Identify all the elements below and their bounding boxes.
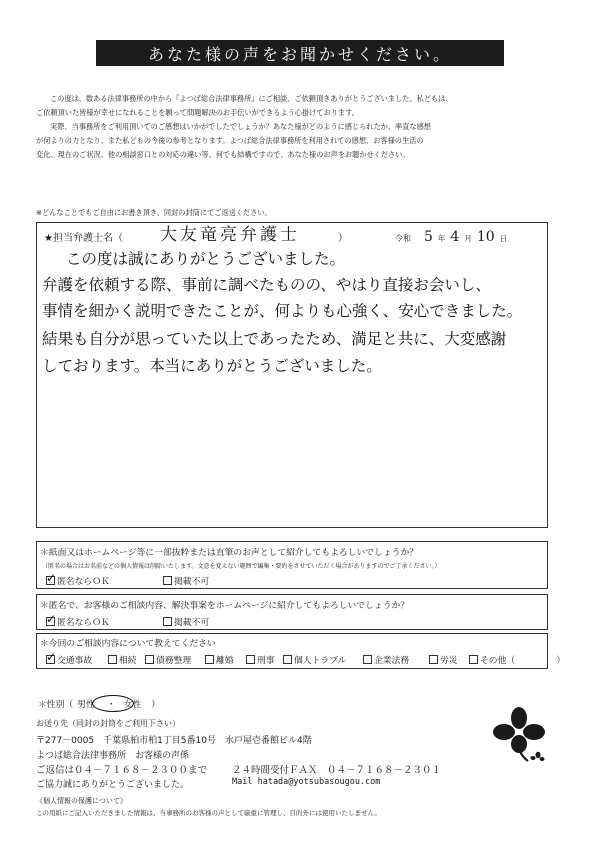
q3-option-criminal[interactable] bbox=[246, 653, 275, 666]
option-label: 離婚 bbox=[216, 656, 234, 666]
checkbox[interactable] bbox=[108, 655, 117, 664]
option-label: 債務整理 bbox=[156, 656, 192, 666]
question-2-title: ＊匿名で、お客様のご相談内容、解決事案をホームページに紹介してもよろしいでしょうか？ bbox=[40, 601, 410, 611]
checkbox[interactable] bbox=[283, 655, 292, 664]
option-label: 掲載不可 bbox=[174, 618, 210, 628]
contact-email[interactable]: Mail hatada@yotsubasougou.com bbox=[232, 777, 381, 787]
intro-line: この度は、数ある法律事務所の中から『よつば総合法律事務所』にご相談、ご依頼頂きありがとうございました。私どもは、 bbox=[50, 94, 453, 103]
gender-label: ＊性別（ bbox=[38, 700, 74, 710]
intro-text bbox=[36, 92, 568, 162]
option-label: その他（ bbox=[480, 656, 516, 666]
gender-selection-circle bbox=[92, 695, 134, 712]
q3-option-work-accident[interactable] bbox=[429, 653, 458, 666]
option-label: 刑事 bbox=[257, 656, 275, 666]
checkbox[interactable] bbox=[163, 576, 172, 585]
feedback-line: 事情を細かく説明できたことが、何よりも心強く、安心できました。 bbox=[42, 302, 523, 320]
contact-fax: ２４時間受付ＦＡＸ ０４－７１６８－２３０１ bbox=[232, 765, 442, 776]
intro-line: が何よりの力となり、また私どもの今後の参考となります。よつば総合法律事務所を利用されての感想、お客様の生活の bbox=[36, 136, 424, 145]
option-label: 匿名ならＯＫ bbox=[57, 618, 110, 628]
checkbox[interactable] bbox=[469, 655, 478, 664]
option-label: 個人トラブル bbox=[294, 656, 347, 666]
date-era: 令和 bbox=[395, 234, 411, 243]
gender-female[interactable]: 女性 bbox=[123, 700, 142, 710]
q3-option-inheritance[interactable] bbox=[108, 653, 137, 666]
option-bracket-close: ） bbox=[556, 656, 566, 666]
date-day: 10 bbox=[476, 229, 495, 245]
date-field[interactable] bbox=[395, 229, 507, 245]
checkbox[interactable] bbox=[205, 655, 214, 664]
option-label: 相続 bbox=[119, 656, 137, 666]
date-month: 4 bbox=[450, 229, 460, 245]
checkbox[interactable] bbox=[46, 571, 57, 585]
date-year-unit: 年 bbox=[437, 234, 446, 243]
option-label: 交通事故 bbox=[57, 656, 93, 666]
intro-line: 実際、当事務所をご利用頂いてのご感想はいかがでしたでしょうか？あなた様がどのように感じられたか、率直な感想 bbox=[50, 122, 431, 131]
checkbox[interactable] bbox=[46, 612, 57, 626]
question-1-title: ＊紙面又はホームページ等に一部抜粋または直筆のお声として紹介してもよろしいでしょうか？ bbox=[40, 548, 419, 558]
checkbox[interactable] bbox=[163, 617, 172, 626]
contact-office: よつば総合法律事務所 お客様の声係 bbox=[36, 751, 190, 761]
date-year: 5 bbox=[424, 229, 433, 245]
checkbox[interactable] bbox=[429, 655, 438, 664]
privacy-title: 《個人情報の保護について》 bbox=[36, 797, 127, 805]
q1-option-no-publish[interactable] bbox=[163, 574, 209, 587]
q2-option-anonymous-ok[interactable] bbox=[46, 612, 110, 628]
q3-option-other[interactable] bbox=[469, 653, 565, 666]
q3-option-personal-trouble[interactable] bbox=[283, 653, 346, 666]
lawyer-name-handwritten[interactable]: 大友竜亮弁護士 bbox=[160, 225, 300, 245]
feedback-line: しております。本当にありがとうございました。 bbox=[42, 357, 382, 375]
date-day-unit: 日 bbox=[499, 234, 508, 243]
option-label: 掲載不可 bbox=[174, 577, 210, 587]
question-1-subtext: （匿名の場合はお名前などの個人情報は削除いたします。文意を変えない範囲で編集・要約をさせていただく場合がありますのでご了承ください。） bbox=[42, 563, 441, 570]
feedback-line: 結果も自分が思っていた以上であったため、満足と共に、大変感謝 bbox=[42, 330, 507, 348]
q3-option-traffic-accident[interactable] bbox=[46, 650, 93, 666]
q3-option-divorce[interactable] bbox=[205, 653, 234, 666]
q2-option-no-publish[interactable] bbox=[163, 615, 209, 628]
contact-thanks: ご協力誠にありがとうございました。 bbox=[36, 780, 190, 790]
checkbox[interactable] bbox=[363, 655, 372, 664]
q3-option-corporate[interactable] bbox=[363, 653, 409, 666]
option-label: 労災 bbox=[440, 656, 458, 666]
intro-line: ご依頼頂いた皆様が幸せになれることを願って問題解決のお手伝いができるよう心掛けております。 bbox=[36, 108, 359, 117]
intro-line: 変化、現在のご状況、他の相談窓口との対応の違い等、何でも結構ですので、あなた様のお声をお聴かせください。 bbox=[36, 150, 410, 159]
date-month-unit: 月 bbox=[464, 234, 472, 243]
clover-logo-icon bbox=[492, 705, 546, 765]
privacy-text: この用紙にご記入いただきました情報は、当事務所のお客様の声として厳重に管理し、目的外には使用いたしません。 bbox=[36, 809, 381, 817]
feedback-line: 弁護を依頼する際、事前に調べたものの、やはり直接お会いし、 bbox=[42, 276, 491, 294]
instruction-note: ※どんなことでもご自由にお書き頂き、同封の封筒にてご返送ください。 bbox=[36, 208, 272, 217]
contact-address: 〒277－0005 千葉県柏市柏1丁目5番10号 水戸屋壱番館ビル4階 bbox=[36, 736, 312, 746]
q1-option-anonymous-ok[interactable] bbox=[46, 571, 110, 587]
check-mark-icon: ✓ bbox=[46, 612, 57, 626]
gender-separator: ・ bbox=[106, 700, 116, 710]
checkbox[interactable] bbox=[246, 655, 255, 664]
question-3-title: ＊今回のご相談内容について教えてください bbox=[40, 639, 216, 649]
q3-option-debt[interactable] bbox=[145, 653, 191, 666]
gender-close: ） bbox=[151, 700, 161, 710]
check-mark-icon: ✓ bbox=[46, 650, 57, 664]
gender-male[interactable]: 男性 bbox=[77, 700, 95, 710]
check-mark-icon: ✓ bbox=[46, 571, 57, 585]
feedback-line: この度は誠にありがとうございました。 bbox=[66, 250, 346, 268]
contact-phone: ご返信は０４－７１６８－２３００まで bbox=[36, 765, 208, 776]
option-label: 匿名ならＯＫ bbox=[57, 577, 110, 587]
lawyer-label: ★担当弁護士名（ bbox=[44, 233, 123, 244]
lawyer-label-close: ） bbox=[338, 233, 348, 244]
option-label: 企業法務 bbox=[374, 656, 410, 666]
contact-heading: お送り先（同封の封筒をご利用下さい） bbox=[36, 719, 180, 728]
page-title-banner: あなた様の声をお聞かせください。 bbox=[96, 40, 504, 66]
checkbox[interactable] bbox=[46, 650, 57, 664]
checkbox[interactable] bbox=[145, 655, 154, 664]
